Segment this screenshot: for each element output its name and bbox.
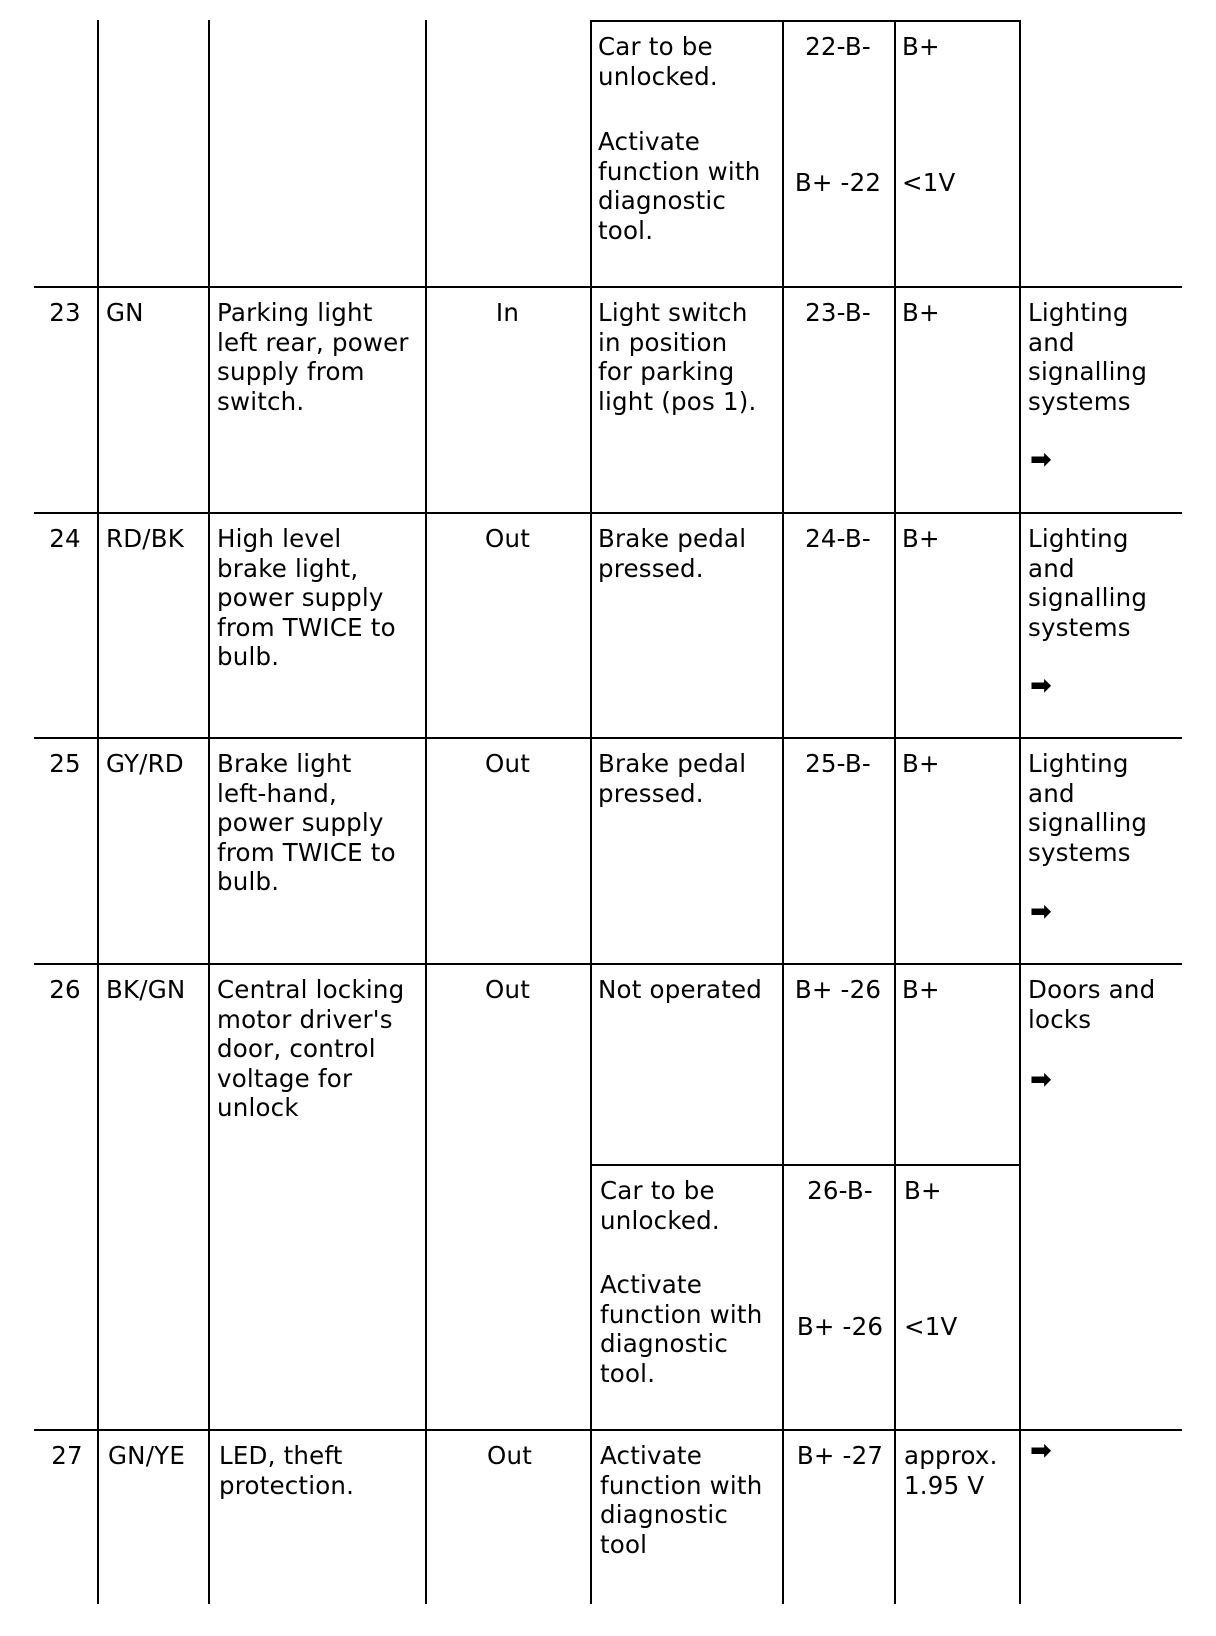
col-divider-direction xyxy=(590,20,592,1604)
test-condition: Brake pedal pressed. xyxy=(598,524,747,583)
row22-sub-a-condition: Car to be unlocked. xyxy=(598,32,718,91)
row-border-26 xyxy=(34,963,1182,965)
reference-section: Doors and locks xyxy=(1028,975,1156,1034)
row-border-23 xyxy=(34,286,1182,288)
test-condition: Activate function with diagnostic tool xyxy=(600,1441,763,1559)
reference-section: Lighting and signalling systems xyxy=(1028,749,1148,867)
test-condition: Brake pedal pressed. xyxy=(598,749,747,808)
row-border-27 xyxy=(34,1429,1182,1431)
row-border-25 xyxy=(34,737,1182,739)
signal-direction: Out xyxy=(484,749,531,778)
pin-number: 25 xyxy=(49,749,81,778)
test-condition: Light switch in position for parking light (pos 1). xyxy=(598,298,757,416)
row22-sub-b-condition: Activate function with diagnostic tool. xyxy=(598,127,761,245)
measure-point: 23-B- xyxy=(805,298,871,327)
measure-point: 24-B- xyxy=(805,524,871,553)
reference-section: Lighting and signalling systems xyxy=(1028,298,1148,416)
row22-sub-b-measure: B+ -22 xyxy=(794,168,882,197)
row26-sub-b-value: <1V xyxy=(904,1312,958,1341)
row-border-top-partial xyxy=(590,20,1021,22)
measure-point: B+ -26 xyxy=(794,975,882,1004)
pin-number: 27 xyxy=(51,1441,83,1470)
reference-arrow-icon[interactable]: ➡ xyxy=(1030,1065,1052,1095)
expected-value: B+ xyxy=(902,749,940,778)
expected-value: B+ xyxy=(902,524,940,553)
row26-sub-a-condition: Car to be unlocked. xyxy=(600,1176,720,1235)
col-divider-pin xyxy=(97,20,99,1604)
test-condition: Not operated xyxy=(598,975,763,1004)
reference-arrow-icon[interactable]: ➡ xyxy=(1030,1436,1052,1466)
signal-direction: Out xyxy=(486,1441,533,1470)
row26-sub-a-measure: 26-B- xyxy=(807,1176,873,1205)
wire-color: BK/GN xyxy=(106,975,186,1004)
pin-number: 24 xyxy=(49,524,81,553)
pin-number: 26 xyxy=(49,975,81,1004)
row-border-24 xyxy=(34,512,1182,514)
pin-description: Central locking motor driver's door, control voltage for unlock xyxy=(217,975,405,1122)
pin-description: LED, theft protection. xyxy=(219,1441,355,1500)
row26-sub-a-value: B+ xyxy=(904,1176,942,1205)
reference-arrow-icon[interactable]: ➡ xyxy=(1030,445,1052,475)
signal-direction: Out xyxy=(484,975,531,1004)
col-divider-description xyxy=(425,20,427,1604)
wire-color: GN xyxy=(106,298,144,327)
col-divider-measure xyxy=(894,20,896,1604)
col-divider-value xyxy=(1019,20,1021,1604)
row22-sub-a-value: B+ xyxy=(902,32,940,61)
wire-color: RD/BK xyxy=(106,524,185,553)
pin-description: Brake light left-hand, power supply from TWICE to bulb. xyxy=(217,749,396,896)
wire-color: GN/YE xyxy=(108,1441,186,1470)
reference-arrow-icon[interactable]: ➡ xyxy=(1030,671,1052,701)
pin-number: 23 xyxy=(49,298,81,327)
row-26-subdivider xyxy=(590,1164,1021,1166)
pin-description: Parking light left rear, power supply from switch. xyxy=(217,298,409,416)
row22-sub-a-measure: 22-B- xyxy=(805,32,871,61)
expected-value: approx. 1.95 V xyxy=(904,1441,998,1500)
col-divider-color xyxy=(208,20,210,1604)
measure-point: 25-B- xyxy=(805,749,871,778)
expected-value: B+ xyxy=(902,298,940,327)
row26-sub-b-measure: B+ -26 xyxy=(796,1312,884,1341)
wire-color: GY/RD xyxy=(106,749,184,778)
reference-arrow-icon[interactable]: ➡ xyxy=(1030,897,1052,927)
signal-direction: Out xyxy=(484,524,531,553)
pin-description: High level brake light, power supply from TWICE to bulb. xyxy=(217,524,396,671)
measure-point: B+ -27 xyxy=(796,1441,884,1470)
signal-direction: In xyxy=(495,298,520,327)
row26-sub-b-condition: Activate function with diagnostic tool. xyxy=(600,1270,763,1388)
reference-section: Lighting and signalling systems xyxy=(1028,524,1148,642)
expected-value: B+ xyxy=(902,975,940,1004)
row22-sub-b-value: <1V xyxy=(902,168,956,197)
